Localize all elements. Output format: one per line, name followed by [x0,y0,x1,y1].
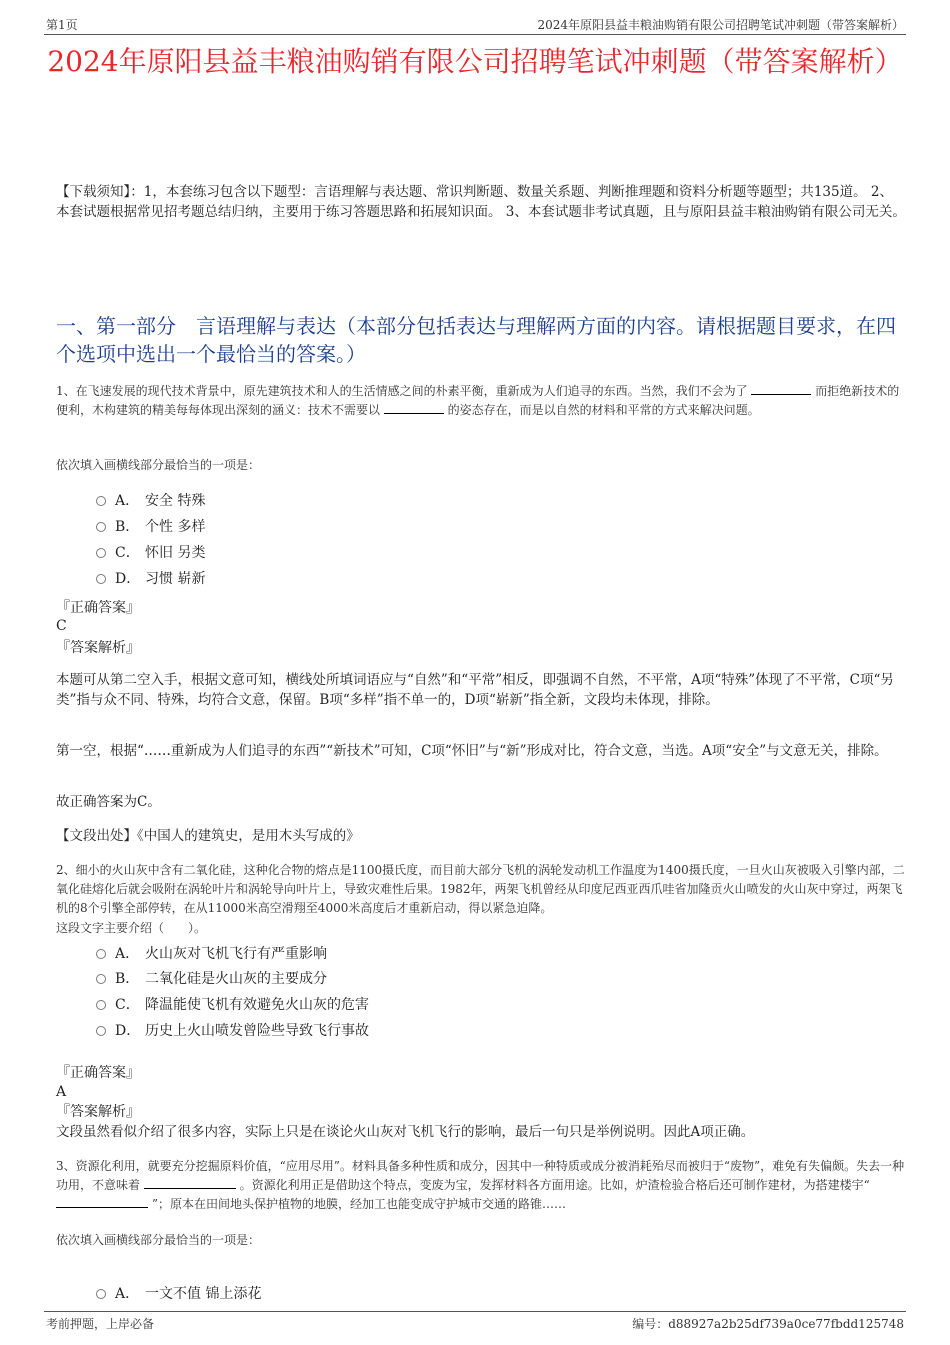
question-2-option-b[interactable]: B． 二氧化硅是火山灰的主要成分 [96,969,327,989]
question-1-prompt: 依次填入画横线部分最恰当的一项是： [56,458,261,472]
radio-icon[interactable] [96,949,106,959]
radio-icon[interactable] [96,548,106,558]
radio-icon[interactable] [96,574,106,584]
header-doc-title: 2024年原阳县益丰粮油购销有限公司招聘笔试冲刺题（带答案解析） [537,18,904,32]
analysis-label: 『答案解析』 [56,640,140,656]
question-3-option-a[interactable]: A． 一文不值 锦上添花 [96,1284,261,1304]
correct-answer: A [56,1084,67,1100]
footer-doc-id: 编号：d88927a2b25df739a0ce77fbdd125748 [632,1317,904,1331]
analysis-conclusion: 故正确答案为C。 [56,794,161,810]
analysis-paragraph: 本题可从第二空入手，根据文意可知，横线处所填词语应与“自然”和“平常”相反，即强调不自然，不平常，A项“特殊”体现了不平常，C项“另类”指与众不同、特殊，均符合文意，保留。B项“多样”指不单一的，D项“崭新”指全新，文段均未体现，排除。 [56,672,894,708]
analysis-paragraph: 第一空，根据“……重新成为人们追寻的东西”“新技术”可知，C项“怀旧”与“新”形成对比，符合文意，当选。A项“安全”与文意无关，排除。 [56,743,888,759]
page-header [44,14,906,35]
answer-blank [144,1176,236,1189]
answer-blank [384,401,444,414]
question-1-option-b[interactable]: B． 个性 多样 [96,517,205,537]
answer-label: 『正确答案』 [56,1065,140,1081]
question-3-text: 3、资源化利用，就要充分挖掘原料价值，“应用尽用”。材料具备多种性质和成分，因其中一种特质或成分被消耗殆尽而被归于“废物”，难免有失偏颇。失去一种功用，不意味着 。资源化利用正是借助这个特点，变废为宝，发挥材料各方面用途。比如，炉渣检验合格后还可制作建材，为搭建楼宇“ ”；原本在田间地头保护植物的地膜，经加工也能变成守护城市交通的路锥…… [56,1159,905,1211]
radio-icon[interactable] [96,496,106,506]
download-notice: 【下载须知】：1，本套练习包含以下题型：言语理解与表达题、常识判断题、数量关系题、判断推理题和资料分析题等题型；共135道。 2、本套试题根据常见招考题总结归纳，主要用于练习答题思路和拓展知识面。 3、本套试题非考试真题，且与原阳县益丰粮油购销有限公司无关。 [56,184,906,220]
question-2-option-d[interactable]: D． 历史上火山喷发曾险些导致飞行事故 [96,1021,369,1041]
text-source: 【文段出处】《中国人的建筑史，是用木头写成的》 [56,828,360,844]
page-footer [44,1311,906,1334]
question-1-text: 1、在飞速发展的现代技术背景中，原先建筑技术和人的生活情感之间的朴素平衡，重新成为人们追寻的东西。当然，我们不会为了 而拒绝新技术的便利，木构建筑的精美每每体现出深刻的涵义：技术不需要以 的姿态存在，而是以自然的材料和平常的方式来解决问题。 [56,384,900,417]
question-2-option-c[interactable]: C． 降温能使飞机有效避免火山灰的危害 [96,995,369,1015]
document-title: 2024年原阳县益丰粮油购销有限公司招聘笔试冲刺题（带答案解析） [47,45,903,78]
radio-icon[interactable] [96,522,106,532]
radio-icon[interactable] [96,974,106,984]
question-2-text: 2、细小的火山灰中含有二氧化硅，这种化合物的熔点是1100摄氏度，而目前大部分飞机的涡轮发动机工作温度为1400摄氏度，一旦火山灰被吸入引擎内部，二氧化硅熔化后就会吸附在涡轮叶片和涡轮导向叶片上，导致灾难性后果。1982年，两架飞机曾经从印度尼西亚西爪哇省加隆贡火山喷发的火山灰中穿过，两架飞机的8个引擎全部停转，在从11000米高空滑翔至4000米高度后才重新启动，得以紧急迫降。 [56,863,905,915]
answer-label: 『正确答案』 [56,600,140,616]
radio-icon[interactable] [96,1289,106,1299]
question-1-option-a[interactable]: A． 安全 特殊 [96,491,205,511]
question-2-option-a[interactable]: A． 火山灰对飞机飞行有严重影响 [96,944,327,964]
page-number: 第1页 [46,18,78,32]
section-heading: 一、第一部分 言语理解与表达（本部分包括表达与理解两方面的内容。请根据题目要求，在四个选项中选出一个最恰当的答案。） [56,314,896,366]
correct-answer: C [56,618,67,634]
question-2-prompt: 这段文字主要介绍（ ）。 [56,921,207,935]
question-3-prompt: 依次填入画横线部分最恰当的一项是： [56,1233,261,1247]
question-1-option-c[interactable]: C． 怀旧 另类 [96,543,205,563]
analysis-paragraph: 文段虽然看似介绍了很多内容，实际上只是在谈论火山灰对飞机飞行的影响，最后一句只是举例说明。因此A项正确。 [56,1124,755,1140]
answer-blank [56,1195,148,1208]
radio-icon[interactable] [96,1000,106,1010]
answer-blank [751,382,811,395]
footer-slogan: 考前押题，上岸必备 [46,1317,155,1331]
analysis-label: 『答案解析』 [56,1104,140,1120]
question-1-option-d[interactable]: D． 习惯 崭新 [96,569,205,589]
radio-icon[interactable] [96,1026,106,1036]
